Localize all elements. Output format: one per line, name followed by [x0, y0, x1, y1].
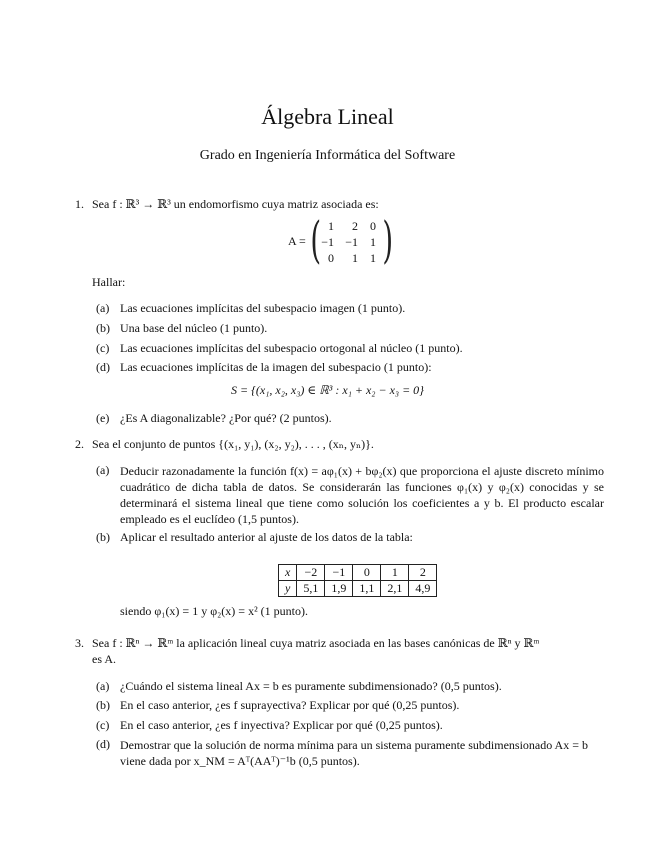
table-cell: 0	[353, 565, 381, 581]
question-number: 1.	[75, 197, 84, 211]
siendo-text: siendo φ₁(x) = 1 y φ₂(x) = x² (1 punto).	[120, 604, 308, 618]
item-text: ¿Es A diagonalizable? ¿Por qué? (2 puntos).	[120, 411, 332, 425]
question-number: 3.	[75, 636, 84, 650]
item-label: (a)	[96, 301, 110, 315]
page-subtitle: Grado en Ingeniería Informática del Software	[199, 148, 456, 163]
matrix-cell: 2	[352, 219, 358, 233]
item-label: (c)	[96, 718, 110, 732]
matrix-label: A =	[288, 234, 306, 248]
item-label: (d)	[96, 737, 110, 751]
matrix-cell: 1	[352, 251, 358, 265]
table-row	[279, 581, 437, 597]
item-label: (b)	[96, 321, 110, 335]
matrix-cell: 1	[370, 251, 376, 265]
table-cell: 1,1	[353, 581, 381, 597]
item-text: En el caso anterior, ¿es f suprayectiva? Explicar por qué (0,25 puntos).	[120, 698, 460, 712]
item-text: Deducir razonadamente la función f(x) = aφ₁(x) + bφ₂(x) que proporciona el ajuste discreto mínimo cuadrático de dicha tabla de datos. Se considerarán las funciones φ₁(x) y φ₂(x) conocidas y se determinará el sistema lineal que tiene como solución los coeficientes a y b. El producto escalar empleado es el euclídeo (1,5 puntos).	[120, 464, 604, 526]
right-paren: )	[382, 211, 394, 269]
table-cell: 2,1	[381, 581, 409, 597]
question-number: 2.	[75, 437, 84, 451]
table-cell: 5,1	[297, 581, 325, 597]
table-cell: x	[279, 565, 297, 581]
table-cell: 2	[409, 565, 437, 581]
item-text: Las ecuaciones implícitas del subespacio imagen (1 punto).	[120, 301, 406, 315]
page-title: Álgebra Lineal	[261, 104, 394, 129]
left-paren: (	[310, 211, 322, 269]
item-label: (d)	[96, 360, 110, 374]
matrix-cell: 0	[370, 219, 376, 233]
question-intro-cont: es A.	[92, 652, 116, 666]
item-text: Demostrar que la solución de norma mínima para un sistema puramente subdimensionado Ax = b viene dada por x_NM = Aᵀ(AAᵀ)⁻¹b (0,5 puntos).	[120, 738, 588, 768]
item-label: (e)	[96, 411, 110, 425]
table-row	[279, 565, 437, 581]
item-text: Las ecuaciones implícitas del subespacio ortogonal al núcleo (1 punto).	[120, 341, 463, 355]
matrix-cell: 1	[370, 235, 376, 249]
data-table	[278, 564, 437, 597]
item-text: ¿Cuándo el sistema lineal Ax = b es puramente subdimensionado? (0,5 puntos).	[120, 679, 502, 693]
table-cell: −1	[325, 565, 353, 581]
table-cell: 4,9	[409, 581, 437, 597]
matrix-cell: −1	[345, 235, 358, 249]
item-text: Las ecuaciones implícitas de la imagen del subespacio (1 punto):	[120, 360, 432, 374]
item-text: Una base del núcleo (1 punto).	[120, 321, 268, 335]
table-cell: −2	[297, 565, 325, 581]
table-cell: y	[279, 581, 297, 597]
item-label: (b)	[96, 698, 110, 712]
matrix-cell: 1	[328, 219, 334, 233]
item-label: (a)	[96, 463, 110, 477]
matrix-cell: 0	[328, 251, 334, 265]
table-cell: 1,9	[325, 581, 353, 597]
question-intro: Sea el conjunto de puntos {(x₁, y₁), (x₂, y₂), . . . , (xₙ, yₙ)}.	[92, 437, 374, 451]
item-label: (b)	[96, 530, 110, 544]
item-label: (a)	[96, 679, 110, 693]
hallar-label: Hallar:	[92, 275, 126, 289]
item-text: Aplicar el resultado anterior al ajuste de los datos de la tabla:	[120, 530, 413, 544]
item-label: (c)	[96, 341, 110, 355]
question-intro: Sea f : ℝ³ → ℝ³ un endomorfismo cuya matriz asociada es:	[92, 197, 379, 211]
question-intro: Sea f : ℝⁿ → ℝᵐ la aplicación lineal cuya matriz asociada en las bases canónicas de ℝⁿ y ℝᵐ	[92, 636, 540, 650]
table-cell: 1	[381, 565, 409, 581]
matrix-cell: −1	[321, 235, 334, 249]
set-formula: S = {(x₁, x₂, x₃) ∈ ℝ³ : x₁ + x₂ − x₃ = 0}	[231, 383, 424, 397]
item-text: En el caso anterior, ¿es f inyectiva? Explicar por qué (0,25 puntos).	[120, 718, 443, 732]
